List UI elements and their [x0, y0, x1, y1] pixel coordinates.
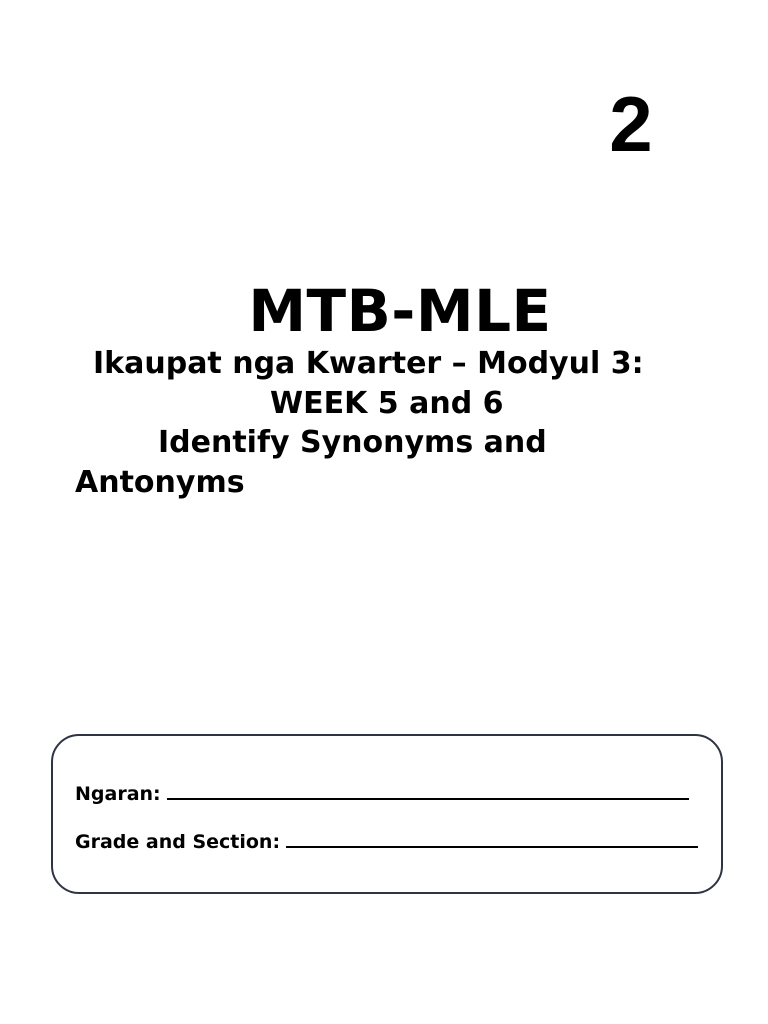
subject-title: MTB-MLE: [248, 277, 552, 345]
student-info-box: [51, 734, 723, 894]
topic-heading-line-1: Identify Synonyms and: [158, 425, 547, 460]
name-label: Ngaran:: [75, 783, 161, 805]
quarter-module-heading: Ikaupat nga Kwarter – Modyul 3:: [93, 346, 644, 381]
grade-section-label: Grade and Section:: [75, 831, 281, 853]
name-blank-line[interactable]: [167, 784, 689, 800]
week-heading: WEEK 5 and 6: [270, 386, 504, 421]
topic-heading-line-2: Antonyms: [75, 465, 245, 500]
grade-section-field-row: [75, 830, 698, 854]
grade-section-blank-line[interactable]: [286, 832, 698, 848]
grade-number: 2: [609, 80, 653, 168]
name-field-row: [75, 782, 689, 806]
